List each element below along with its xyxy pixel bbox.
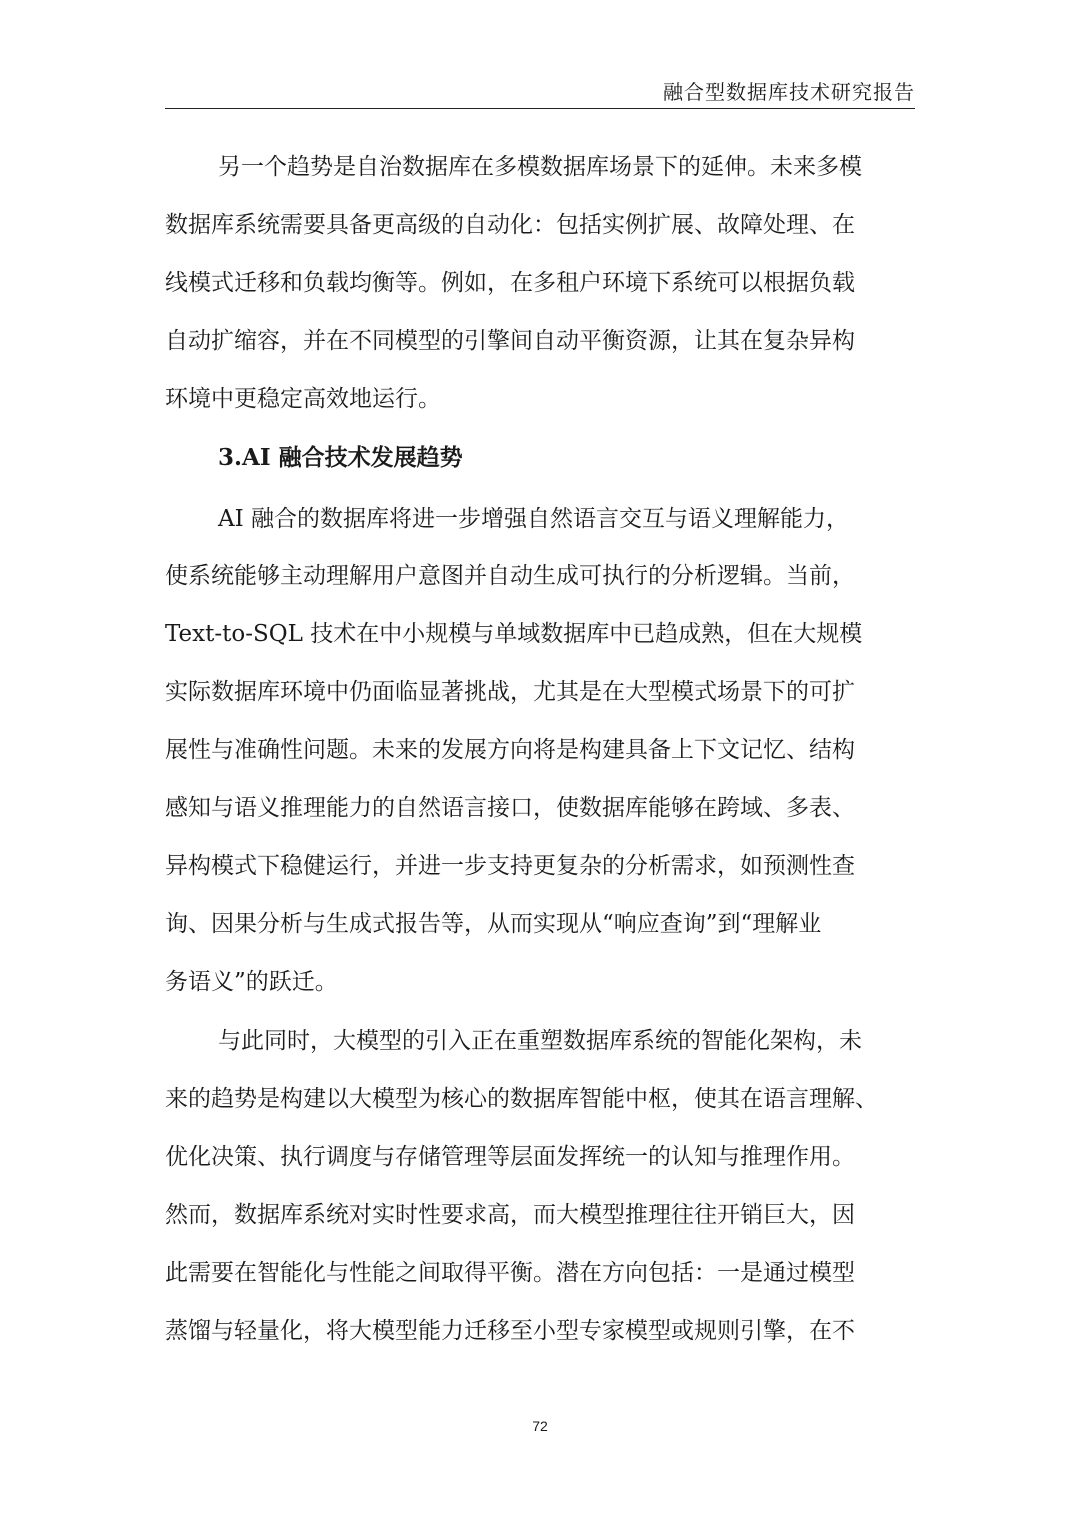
text-line: 优化决策、执行调度与存储管理等层面发挥统一的认知与推理作用。 <box>165 1144 855 1170</box>
text-line: AI 融合的数据库将进一步增强自然语言交互与语义理解能力， <box>218 506 850 532</box>
text-line: 来的趋势是构建以大模型为核心的数据库智能中枢，使其在语言理解、 <box>165 1086 878 1112</box>
text-line: 自动扩缩容，并在不同模型的引擎间自动平衡资源，让其在复杂异构 <box>165 328 855 354</box>
text-line: 务语义”的跃迁。 <box>165 969 338 995</box>
text-line: 蒸馏与轻量化，将大模型能力迁移至小型专家模型或规则引擎，在不 <box>165 1318 855 1344</box>
text-line: 异构模式下稳健运行，并进一步支持更复杂的分析需求，如预测性查 <box>165 853 855 879</box>
text-line: 展性与准确性问题。未来的发展方向将是构建具备上下文记忆、结构 <box>165 737 855 763</box>
page-number: 72 <box>532 1418 548 1434</box>
text-line: 数据库系统需要具备更高级的自动化：包括实例扩展、故障处理、在 <box>165 212 855 238</box>
text-line: 询、因果分析与生成式报告等，从而实现从“响应查询”到“理解业 <box>165 911 822 937</box>
text-line: Text-to-SQL 技术在中小规模与单域数据库中已趋成熟，但在大规模 <box>165 621 863 647</box>
text-line: 实际数据库环境中仍面临显著挑战，尤其是在大型模式场景下的可扩 <box>165 679 855 705</box>
text-line: 与此同时，大模型的引入正在重塑数据库系统的智能化架构，未 <box>218 1028 862 1054</box>
text-line: 此需要在智能化与性能之间取得平衡。潜在方向包括：一是通过模型 <box>165 1260 855 1286</box>
text-line: 使系统能够主动理解用户意图并自动生成可执行的分析逻辑。当前， <box>165 563 855 589</box>
text-line: 线模式迁移和负载均衡等。例如，在多租户环境下系统可以根据负载 <box>165 270 855 296</box>
text-line: 环境中更稳定高效地运行。 <box>165 386 441 412</box>
header-title: 融合型数据库技术研究报告 <box>663 80 915 104</box>
text-line: 另一个趋势是自治数据库在多模数据库场景下的延伸。未来多模 <box>218 154 862 180</box>
section-heading: 3.AI 融合技术发展趋势 <box>218 444 463 471</box>
text-line: 感知与语义推理能力的自然语言接口，使数据库能够在跨域、多表、 <box>165 795 855 821</box>
text-line: 然而，数据库系统对实时性要求高，而大模型推理往往开销巨大，因 <box>165 1202 855 1228</box>
page-header <box>165 72 915 109</box>
